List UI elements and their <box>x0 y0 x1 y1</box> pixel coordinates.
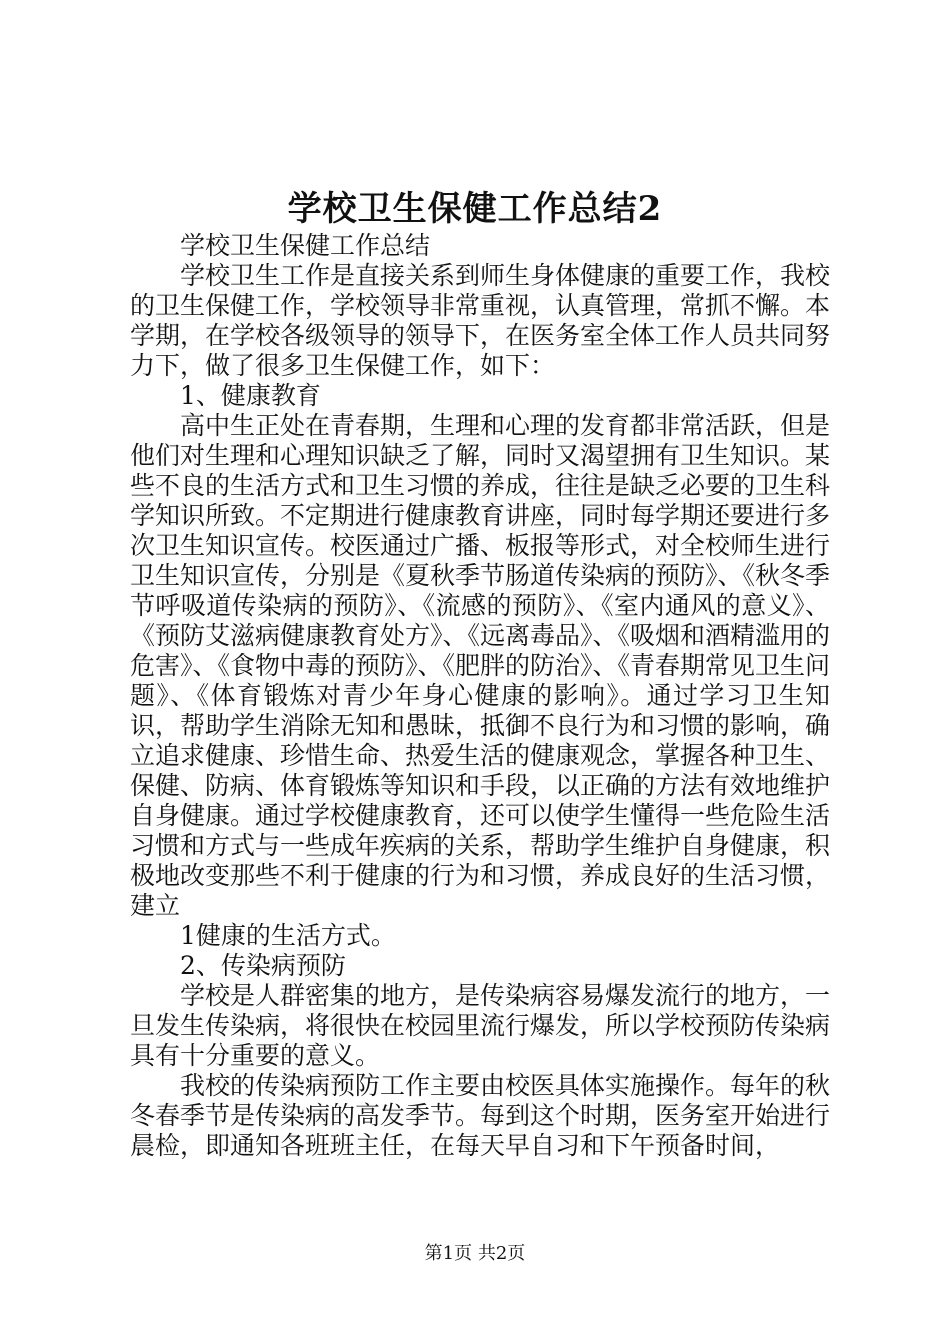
document-title: 学校卫生保健工作总结2 <box>287 189 663 229</box>
intro-paragraph: 学校卫生工作是直接关系到师生身体健康的重要工作，我校的卫生保健工作，学校领导非常重视，认真管理，常抓不懈。本学期，在学校各级领导的领导下，在医务室全体工作人员共同努力下，做了很多卫生保健工作，如下： <box>130 261 831 380</box>
section-heading-health-education: 1、健康教育 <box>180 381 321 410</box>
subtitle-paragraph: 学校卫生保健工作总结 <box>180 231 431 260</box>
health-lifestyle-paragraph: 1健康的生活方式。 <box>180 921 396 950</box>
page-footer: 第1页 共2页 <box>424 1243 526 1264</box>
section-heading-disease-prevention: 2、传染病预防 <box>180 951 346 980</box>
school-prevention-paragraph: 我校的传染病预防工作主要由校医具体实施操作。每年的秋冬春季节是传染病的高发季节。每到这个时期，医务室开始进行晨检，即通知各班班主任，在每天早自习和下午预备时间， <box>130 1071 831 1160</box>
health-education-paragraph: 高中生正处在青春期，生理和心理的发育都非常活跃，但是他们对生理和心理知识缺乏了解，同时又渴望拥有卫生知识。某些不良的生活方式和卫生习惯的养成，往往是缺乏必要的卫生科学知识所致。不定期进行健康教育讲座，同时每学期还要进行多次卫生知识宣传。校医通过广播、板报等形式，对全校师生进行卫生知识宣传，分别是《夏秋季节肠道传染病的预防》、《秋冬季节呼吸道传染病的预防》、《流感的预防》、《室内通风的意义》、《预防艾滋病健康教育处方》、《远离毒品》、《吸烟和酒精滥用的危害》、《食物中毒的预防》、《肥胖的防治》、《青春期常见卫生问题》、《体育锻炼对青少年身心健康的影响》。通过学习卫生知识，帮助学生消除无知和愚昧，抵御不良行为和习惯的影响，确立追求健康、珍惜生命、热爱生活的健康观念，掌握各种卫生、保健、防病、体育锻炼等知识和手段，以正确的方法有效地维护自身健康。通过学校健康教育，还可以使学生懂得一些危险生活习惯和方式与一些成年疾病的关系，帮助学生维护自身健康，积极地改变那些不利于健康的行为和习惯，养成良好的生活习惯，建立 <box>130 411 831 920</box>
disease-prevention-paragraph: 学校是人群密集的地方，是传染病容易爆发流行的地方，一旦发生传染病，将很快在校园里流行爆发，所以学校预防传染病具有十分重要的意义。 <box>130 981 831 1070</box>
document-body <box>130 231 830 1161</box>
